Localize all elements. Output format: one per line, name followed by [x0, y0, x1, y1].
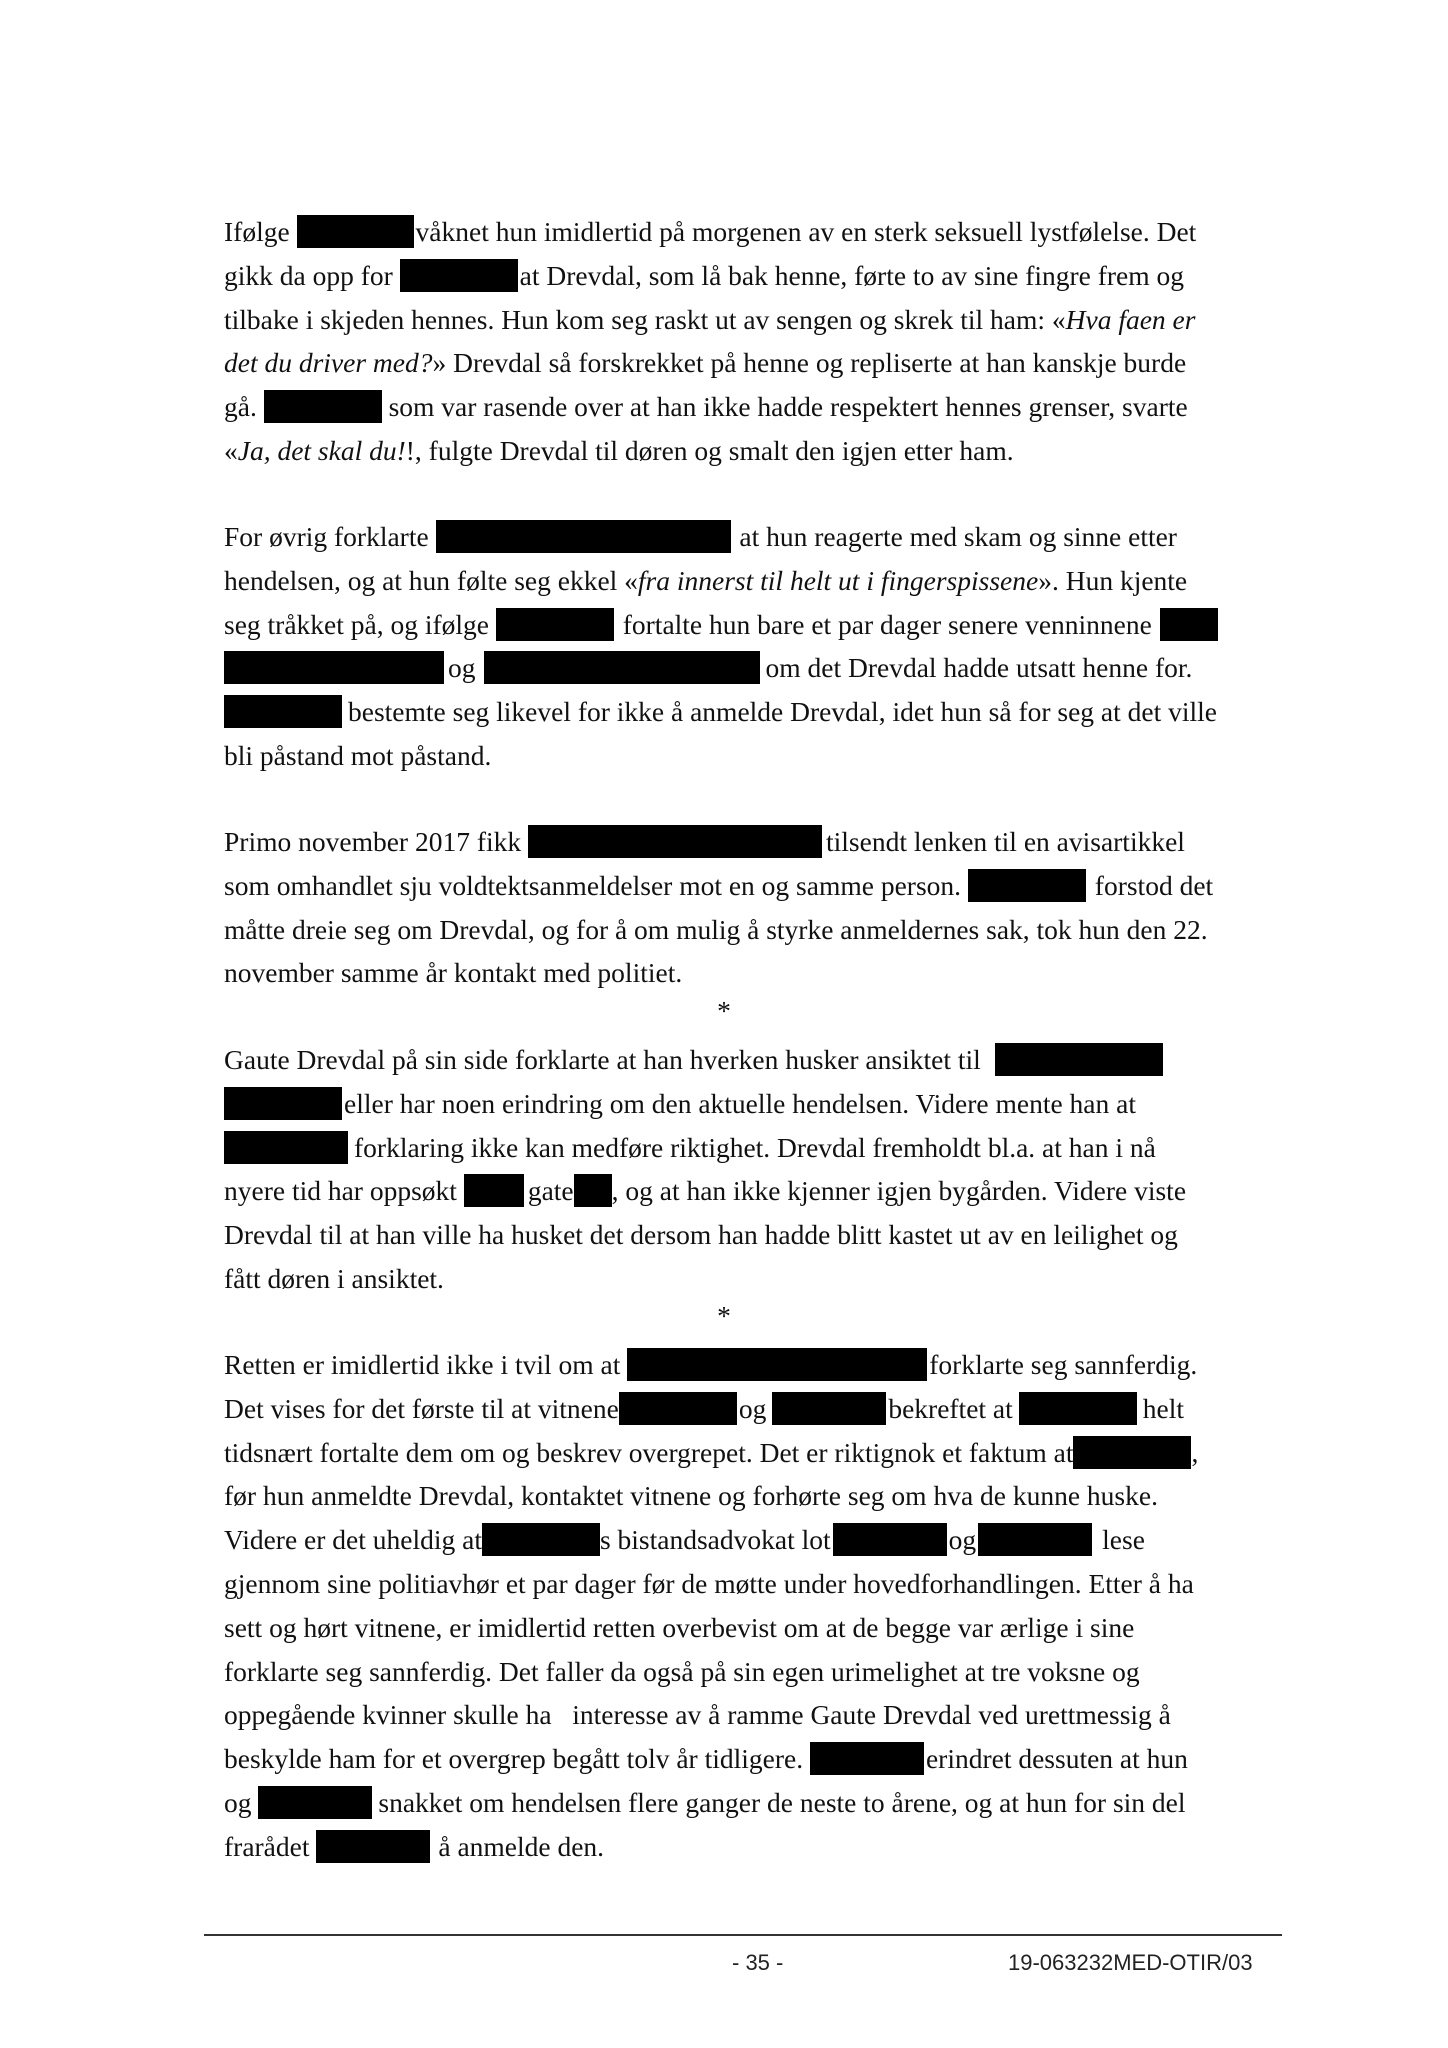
text: og	[948, 1524, 977, 1556]
text: bli påstand mot påstand.	[224, 739, 492, 771]
text: eller har noen erindring om den aktuelle hendelsen. Videre mente han at	[344, 1087, 1136, 1119]
text: forklarte seg sannferdig.	[929, 1349, 1198, 1380]
page-number: - 35 -	[732, 1950, 784, 1975]
text: gikk da opp for	[224, 259, 400, 291]
text: og	[738, 1392, 767, 1424]
redaction	[995, 1043, 1163, 1076]
redaction	[772, 1392, 886, 1425]
text: lese	[1102, 1524, 1145, 1556]
text: forstod det	[1087, 869, 1214, 901]
redaction	[574, 1174, 612, 1207]
redaction	[258, 1786, 372, 1819]
text: å anmelde den.	[438, 1830, 605, 1862]
redaction	[400, 259, 518, 292]
redaction	[968, 869, 1086, 902]
redaction	[464, 1174, 524, 1207]
text: og	[224, 1786, 259, 1818]
redaction	[833, 1523, 947, 1556]
text: ». Hun kjente	[1038, 564, 1188, 596]
quote: det du driver med?	[224, 347, 433, 379]
text: bestemte seg likevel for ikke å anmelde Drevdal, idet hun så for seg at det ville	[348, 696, 1218, 728]
text: tilsendt lenken til en avisartikkel	[826, 826, 1185, 857]
text: måtte dreie seg om Drevdal, og for å om mulig å styrke anmeldernes sak, tok hun den 22.	[224, 913, 1208, 945]
text: snakket om hendelsen flere ganger de neste to årene, og at hun for sin del	[378, 1786, 1186, 1818]
quote: Hva faen er	[1065, 303, 1196, 335]
paragraph-4	[224, 1038, 1284, 1301]
text: gate	[527, 1175, 574, 1207]
text: som omhandlet sju voldtektsanmeldelser mot en og samme person.	[224, 869, 968, 901]
text: Primo november 2017 fikk	[224, 826, 528, 857]
section-separator: *	[717, 995, 731, 1026]
text: om det Drevdal hadde utsatt henne for.	[765, 652, 1193, 684]
text: våknet hun imidlertid på morgenen av en sterk seksuell lystfølelse. Det	[415, 216, 1197, 247]
text: at Drevdal, som lå bak henne, førte to av sine fingre frem og	[519, 259, 1185, 291]
text: gå.	[224, 391, 264, 423]
text: erindret dessuten at hun	[925, 1743, 1188, 1775]
redaction	[224, 1087, 342, 1120]
redaction	[619, 1392, 737, 1425]
text: !, fulgte Drevdal til døren og smalt den igjen etter ham.	[405, 434, 1014, 466]
text: Ifølge	[224, 216, 297, 247]
redaction	[436, 520, 731, 553]
paragraph-2	[224, 515, 1284, 778]
paragraph-1	[224, 210, 1284, 473]
redaction	[810, 1742, 924, 1775]
redaction	[482, 1523, 600, 1556]
redaction	[528, 825, 822, 858]
text: For øvrig forklarte	[224, 521, 436, 552]
case-number: 19-063232MED-OTIR/03	[1008, 1950, 1253, 1975]
text: oppegående kvinner skulle ha interesse av å ramme Gaute Drevdal ved urettmessig å	[224, 1699, 1171, 1731]
redaction	[978, 1523, 1092, 1556]
redaction	[224, 651, 444, 684]
redaction	[1019, 1392, 1137, 1425]
text: seg tråkket på, og ifølge	[224, 608, 496, 640]
redaction	[1073, 1436, 1191, 1469]
text: og	[448, 652, 476, 684]
text: nyere tid har oppsøkt	[224, 1175, 464, 1207]
text: Drevdal til at han ville ha husket det dersom han hadde blitt kastet ut av en leilighet og	[224, 1219, 1178, 1251]
text: forklaring ikke kan medføre riktighet. Drevdal fremholdt bl.a. at han i nå	[354, 1131, 1156, 1163]
text: sett og hørt vitnene, er imidlertid retten overbevist om at de begge var ærlige i sine	[224, 1611, 1135, 1643]
text: tilbake i skjeden hennes. Hun kom seg raskt ut av sengen og skrek til ham: «	[224, 303, 1066, 335]
text: beskylde ham for et overgrep begått tolv år tidligere.	[224, 1743, 810, 1775]
redaction	[1160, 608, 1218, 641]
text: frarådet	[224, 1830, 317, 1862]
text: november samme år kontakt med politiet.	[224, 957, 683, 989]
text: forklarte seg sannferdig. Det faller da også på sin egen urimelighet at tre voksne og	[224, 1655, 1140, 1687]
redaction	[224, 1131, 348, 1164]
text: ,	[1191, 1436, 1199, 1468]
text: som var rasende over at han ikke hadde respektert hennes grenser, svarte	[381, 391, 1188, 423]
text: bekreftet at	[888, 1392, 1013, 1424]
text: helt	[1142, 1392, 1185, 1424]
text: før hun anmeldte Drevdal, kontaktet vitnene og forhørte seg om hva de kunne huske.	[224, 1480, 1158, 1512]
text: Gaute Drevdal på sin side forklarte at han hverken husker ansiktet til	[224, 1044, 981, 1075]
redaction	[627, 1348, 927, 1381]
text: Videre er det uheldig at	[224, 1524, 482, 1556]
quote: fra innerst til helt ut i fingerspissene	[637, 564, 1039, 596]
text: » Drevdal så forskrekket på henne og repliserte at han kanskje burde	[432, 347, 1187, 379]
paragraph-3	[224, 820, 1284, 995]
redaction	[224, 695, 342, 728]
quote: Ja, det skal du!	[237, 434, 406, 466]
redaction	[484, 651, 760, 684]
text: at hun reagerte med skam og sinne etter	[732, 521, 1177, 552]
text: gjennom sine politiavhør et par dager før de møtte under hovedforhandlingen. Etter å ha	[224, 1567, 1194, 1599]
redaction	[264, 390, 382, 423]
text: Det vises for det første til at vitnene	[224, 1392, 619, 1424]
text: «	[224, 434, 238, 466]
redaction	[316, 1830, 430, 1863]
paragraph-5	[224, 1343, 1284, 1869]
redaction	[496, 608, 614, 641]
text: fortalte hun bare et par dager senere venninnene	[615, 608, 1152, 640]
text: tidsnært fortalte dem om og beskrev overgrepet. Det er riktignok et faktum at	[224, 1436, 1074, 1468]
text: hendelsen, og at hun følte seg ekkel «	[224, 564, 638, 596]
text: , og at han ikke kjenner igjen bygården. Videre viste	[611, 1175, 1187, 1207]
text: s bistandsadvokat lot	[599, 1524, 831, 1556]
footer-rule	[204, 1934, 1282, 1936]
text: fått døren i ansiktet.	[224, 1262, 444, 1294]
text: Retten er imidlertid ikke i tvil om at	[224, 1349, 628, 1380]
section-separator: *	[717, 1300, 731, 1331]
redaction	[297, 215, 414, 248]
